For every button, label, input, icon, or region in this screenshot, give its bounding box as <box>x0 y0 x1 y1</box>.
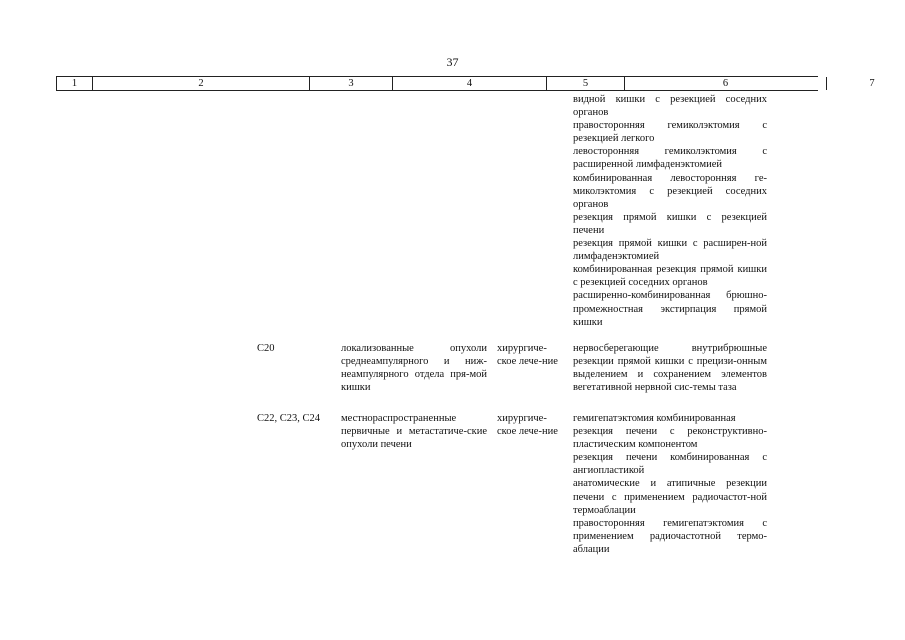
row-methods-c20 <box>573 342 767 394</box>
continuation-methods <box>573 93 767 329</box>
header-col-1: 1 <box>56 77 92 90</box>
row-condition-c20: локализованные опухоли среднеампулярного и ниж-неампулярного отдела пря-мой кишки <box>341 343 487 394</box>
header-col-3: 3 <box>309 77 392 90</box>
method-text: правосторонняя гемигепатэктомия с применением радиочастотной термо-аблации <box>573 517 767 555</box>
method-text: анатомические и атипичные резекции печени с применением радиочастот-ной термоаблации <box>573 478 767 516</box>
header-col-4: 4 <box>392 77 546 90</box>
method-text: резекция печени комбинированная с ангиопластикой <box>573 452 767 477</box>
header-col-2: 2 <box>92 77 309 90</box>
header-col-7: 7 <box>826 77 905 90</box>
method-text: комбинированная резекция прямой кишки с резекцией соседних органов <box>573 264 767 289</box>
method-text: комбинированная левосторонняя ге-миколэктомия с резекцией соседних органов <box>573 172 767 210</box>
method-text: видной кишки с резекцией соседних органов <box>573 94 767 119</box>
header-col-6: 6 <box>624 77 826 90</box>
method-text: резекция прямой кишки с резекцией печени <box>573 211 767 236</box>
header-col-5: 5 <box>546 77 624 90</box>
row-treatment-c20: хирургиче-ское лече-ние <box>497 343 558 368</box>
method-text: резекция прямой кишки с расширен-ной лимфаденэктомией <box>573 238 767 263</box>
row-condition-c22: местнораспространенные первичные и метастатиче-ские опухоли печени <box>341 413 487 451</box>
page-number: 37 <box>446 55 459 69</box>
row-methods-c22 <box>573 412 767 556</box>
method-text: нервосберегающие внутрибрюшные резекции прямой кишки с прецизи-онным выделением и сохранением элементов вегетативной нервной сис-темы таза <box>573 343 767 394</box>
method-text: расширенно-комбинированная брюшно-промежностная экстирпация прямой кишки <box>573 290 767 328</box>
row-treatment-c22: хирургиче-ское лече-ние <box>497 413 558 438</box>
table-header-row <box>56 76 875 91</box>
row-code-c22: C22, C23, C24 <box>257 413 321 424</box>
method-text: левосторонняя гемиколэктомия с расширенной лимфаденэктомией <box>573 146 767 171</box>
row-code-c20: C20 <box>257 343 275 354</box>
method-text: гемигепатэктомия комбинированная <box>573 413 736 424</box>
method-text: правосторонняя гемиколэктомия с резекцией легкого <box>573 120 767 145</box>
method-text: резекция печени с реконструктивно-пластическим компонентом <box>573 426 767 451</box>
